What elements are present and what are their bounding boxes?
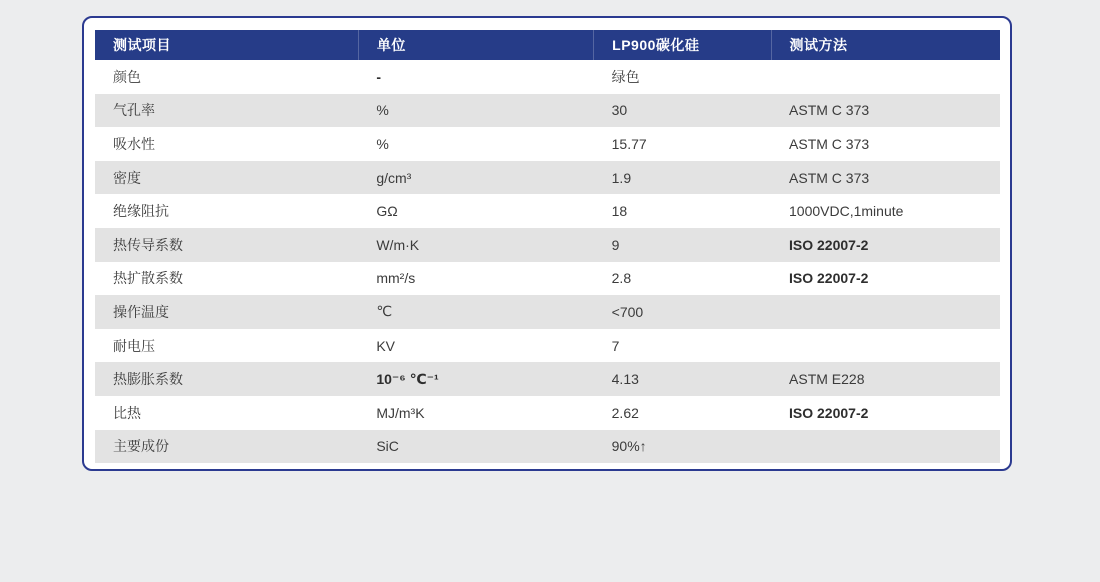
header-lp900-sic: LP900碳化硅 bbox=[594, 30, 771, 60]
method-cell: ASTM E228 bbox=[771, 362, 1000, 396]
method-cell: ISO 22007-2 bbox=[771, 262, 1000, 296]
method-cell: ISO 22007-2 bbox=[771, 396, 1000, 430]
value-cell: 30 bbox=[594, 94, 771, 128]
table-row bbox=[95, 295, 1000, 329]
header-unit: 单位 bbox=[358, 30, 593, 60]
table-row bbox=[95, 60, 1000, 94]
spec-card bbox=[82, 16, 1012, 471]
unit-cell: GΩ bbox=[358, 194, 593, 228]
table-row bbox=[95, 430, 1000, 464]
method-cell: ASTM C 373 bbox=[771, 161, 1000, 195]
value-cell: 15.77 bbox=[594, 127, 771, 161]
unit-cell: mm²/s bbox=[358, 262, 593, 296]
unit-cell: - bbox=[358, 60, 593, 94]
header-test-item: 测试项目 bbox=[95, 30, 358, 60]
item-cell: 主要成份 bbox=[95, 430, 358, 464]
unit-cell: g/cm³ bbox=[358, 161, 593, 195]
table-row bbox=[95, 329, 1000, 363]
item-cell: 比热 bbox=[95, 396, 358, 430]
unit-cell: 10⁻⁶ ℃⁻¹ bbox=[358, 362, 593, 396]
value-cell: 绿色 bbox=[594, 60, 771, 94]
value-cell: 7 bbox=[594, 329, 771, 363]
item-cell: 操作温度 bbox=[95, 295, 358, 329]
item-cell: 热膨胀系数 bbox=[95, 362, 358, 396]
item-cell: 密度 bbox=[95, 161, 358, 195]
method-cell bbox=[771, 430, 1000, 464]
unit-cell: SiC bbox=[358, 430, 593, 464]
method-cell bbox=[771, 295, 1000, 329]
value-cell: <700 bbox=[594, 295, 771, 329]
value-cell: 1.9 bbox=[594, 161, 771, 195]
spec-table bbox=[95, 30, 1000, 463]
table-row bbox=[95, 396, 1000, 430]
item-cell: 耐电压 bbox=[95, 329, 358, 363]
item-cell: 颜色 bbox=[95, 60, 358, 94]
value-cell: 18 bbox=[594, 194, 771, 228]
header-row bbox=[95, 30, 1000, 60]
item-cell: 气孔率 bbox=[95, 94, 358, 128]
table-row bbox=[95, 228, 1000, 262]
item-cell: 热扩散系数 bbox=[95, 262, 358, 296]
method-cell: ASTM C 373 bbox=[771, 94, 1000, 128]
spec-table-body bbox=[95, 60, 1000, 463]
item-cell: 吸水性 bbox=[95, 127, 358, 161]
header-test-method: 测试方法 bbox=[771, 30, 1000, 60]
spec-table-header bbox=[95, 30, 1000, 60]
item-cell: 绝缘阻抗 bbox=[95, 194, 358, 228]
value-cell: 2.62 bbox=[594, 396, 771, 430]
method-cell: ASTM C 373 bbox=[771, 127, 1000, 161]
value-cell: 4.13 bbox=[594, 362, 771, 396]
table-row bbox=[95, 161, 1000, 195]
unit-cell: MJ/m³K bbox=[358, 396, 593, 430]
table-row bbox=[95, 194, 1000, 228]
method-cell bbox=[771, 60, 1000, 94]
method-cell bbox=[771, 329, 1000, 363]
value-cell: 9 bbox=[594, 228, 771, 262]
value-cell: 2.8 bbox=[594, 262, 771, 296]
unit-cell: W/m·K bbox=[358, 228, 593, 262]
table-row bbox=[95, 362, 1000, 396]
unit-cell: % bbox=[358, 94, 593, 128]
item-cell: 热传导系数 bbox=[95, 228, 358, 262]
value-cell: 90%↑ bbox=[594, 430, 771, 464]
unit-cell: KV bbox=[358, 329, 593, 363]
method-cell: 1000VDC,1minute bbox=[771, 194, 1000, 228]
table-row bbox=[95, 127, 1000, 161]
table-row bbox=[95, 94, 1000, 128]
method-cell: ISO 22007-2 bbox=[771, 228, 1000, 262]
unit-cell: % bbox=[358, 127, 593, 161]
table-row bbox=[95, 262, 1000, 296]
unit-cell: ℃ bbox=[358, 295, 593, 329]
